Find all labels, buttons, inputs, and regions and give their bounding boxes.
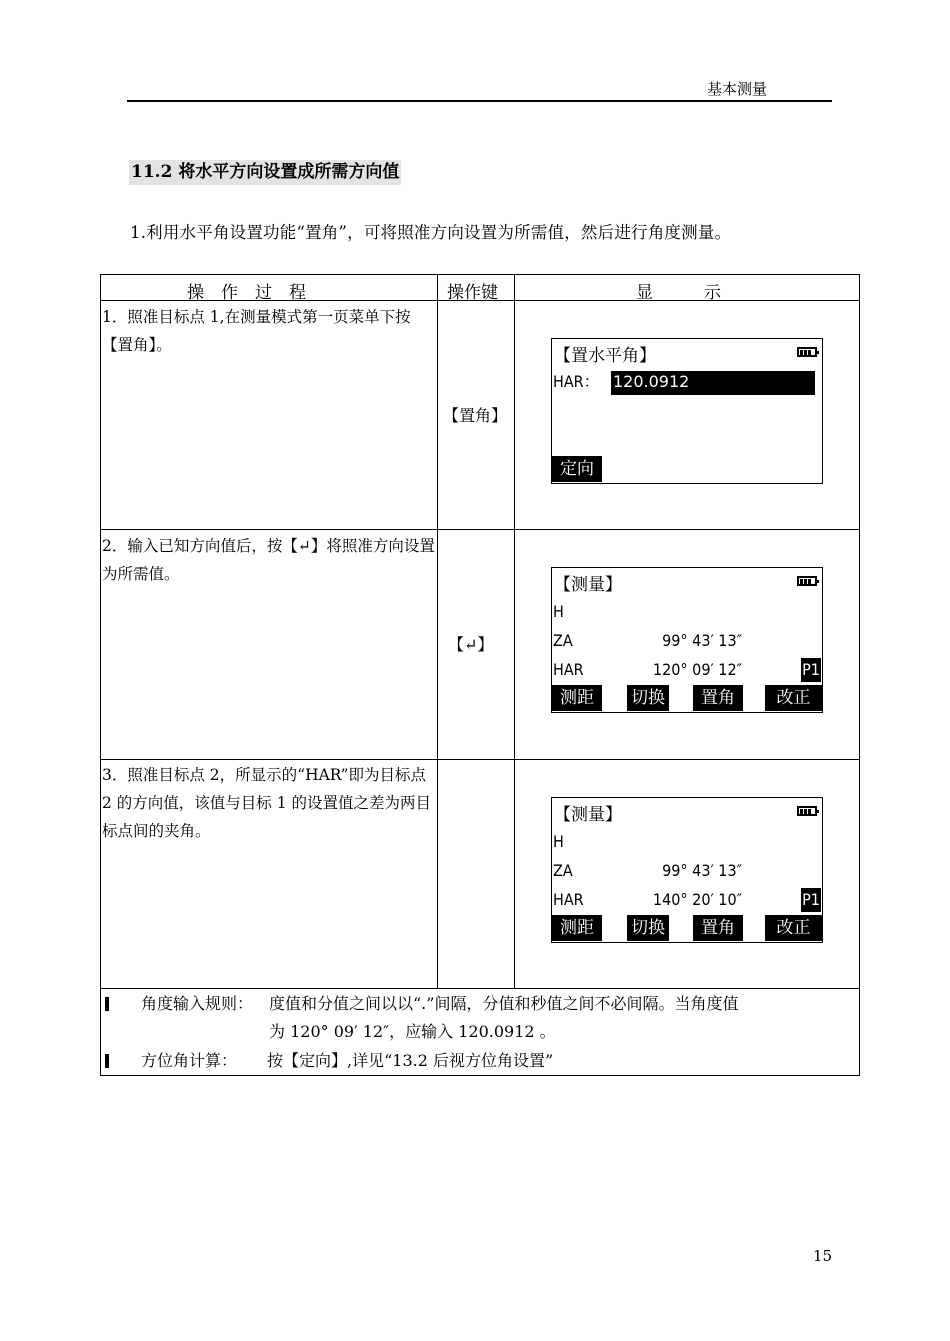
screen-title: 【测量】	[554, 805, 622, 825]
note-rule-text: 度值和分值之间以以“.”间隔，分值和秒值之间不必间隔。当角度值	[269, 994, 739, 1013]
table-rule	[437, 275, 438, 988]
softkey-set-angle[interactable]: 置角	[693, 915, 743, 941]
procedure-table	[100, 274, 860, 1076]
screen-measure-2	[551, 797, 823, 943]
screen-set-angle	[551, 338, 823, 484]
table-rule	[101, 529, 859, 530]
softkey-switch[interactable]: 切换	[627, 915, 669, 941]
page-indicator: P1	[801, 888, 821, 912]
note-rule-label: 角度输入规则：	[141, 994, 254, 1013]
table-rule	[514, 275, 515, 988]
har-label: HAR：	[553, 372, 600, 391]
za-value: 99° 43′ 13″	[662, 631, 742, 650]
har-value: 120° 09′ 12″	[652, 660, 742, 679]
softkey-switch[interactable]: 切换	[627, 685, 669, 711]
screen-measure-1	[551, 567, 823, 713]
battery-icon	[797, 806, 817, 816]
page-number: 15	[813, 1247, 833, 1265]
step-1-text: 1．照准目标点 1,在测量模式第一页菜单下按【置角】。	[102, 308, 411, 354]
note-rule-text-cont: 为 120° 09′ 12″，应输入 120.0912 。	[269, 1022, 556, 1041]
step-2-text: 2．输入已知方向值后，按【↵】将照准方向设置为所需值。	[102, 537, 435, 583]
running-header: 基本测量	[707, 80, 768, 98]
screen-title: 【置水平角】	[554, 346, 656, 366]
note-azimuth-text: 按【定向】,详见“13.2 后视方位角设置”	[267, 1051, 554, 1070]
header-key: 操作键	[447, 283, 498, 303]
za-value: 99° 43′ 13″	[662, 861, 742, 880]
step-3-text: 3．照准目标点 2，所显示的“HAR”即为目标点 2 的方向值，该值与目标 1 的设置值之差为两目标点间的夹角。	[102, 766, 432, 840]
intro-paragraph: 1.利用水平角设置功能“置角”，可将照准方向设置为所需值，然后进行角度测量。	[130, 223, 732, 242]
h-label: H	[553, 602, 564, 621]
section-title: 11.2 将水平方向设置成所需方向值	[129, 160, 401, 185]
battery-icon	[797, 576, 817, 586]
softkey-correction[interactable]: 改正	[765, 915, 822, 941]
bullet-marker	[105, 1054, 109, 1068]
har-label: HAR	[553, 890, 584, 909]
softkey-distance[interactable]: 测距	[552, 915, 602, 941]
step-2-key: 【↵】	[448, 635, 494, 654]
screen-title: 【测量】	[554, 575, 622, 595]
za-label: ZA	[553, 861, 573, 880]
header-display: 显 示	[636, 283, 721, 303]
step-1-key: 【置角】	[443, 406, 508, 425]
softkey-distance[interactable]: 测距	[552, 685, 602, 711]
note-azimuth-label: 方位角计算：	[141, 1051, 238, 1070]
har-value: 140° 20′ 10″	[652, 890, 742, 909]
har-input-field[interactable]: 120.0912	[611, 371, 815, 395]
softkey-set-angle[interactable]: 置角	[693, 685, 743, 711]
softkey-correction[interactable]: 改正	[765, 685, 822, 711]
za-label: ZA	[553, 631, 573, 650]
header-procedure: 操 作 过 程	[187, 283, 306, 303]
softkey-orientation[interactable]: 定向	[552, 456, 602, 482]
h-label: H	[553, 832, 564, 851]
har-label: HAR	[553, 660, 584, 679]
header-rule	[127, 100, 832, 102]
table-rule	[101, 988, 859, 989]
bullet-marker	[105, 997, 109, 1011]
battery-icon	[797, 347, 817, 357]
page-indicator: P1	[801, 658, 821, 682]
table-rule	[101, 759, 859, 760]
